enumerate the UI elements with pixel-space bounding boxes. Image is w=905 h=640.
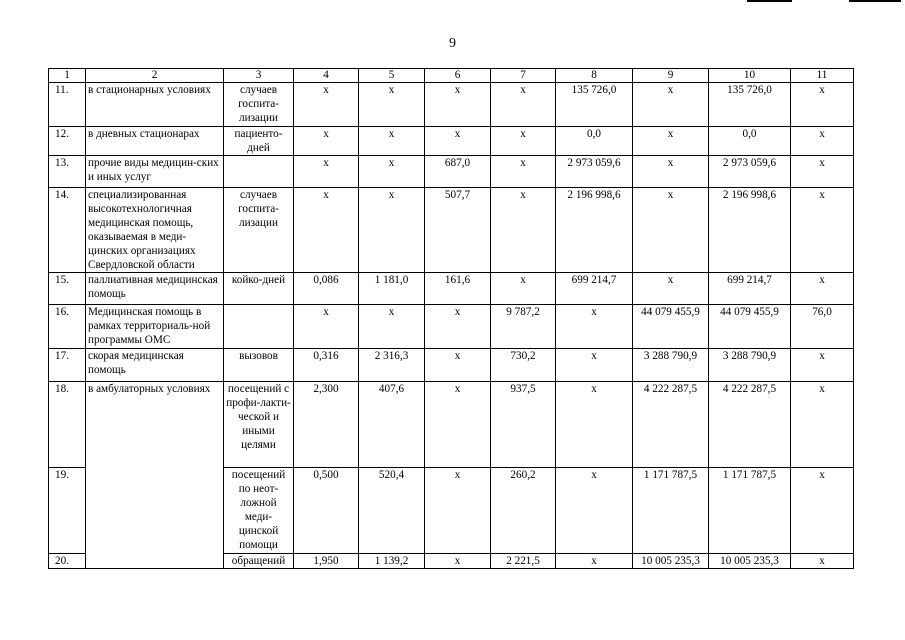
cell-value-9: x — [633, 156, 709, 188]
column-header: 11 — [791, 69, 854, 83]
cell-value-11: 76,0 — [791, 305, 854, 349]
column-header: 3 — [224, 69, 294, 83]
cell-value-11: x — [791, 382, 854, 468]
cell-value-6: x — [425, 554, 491, 569]
column-header: 7 — [491, 69, 556, 83]
row-name: в стационарных условиях — [86, 83, 224, 127]
cell-value-10: 2 973 059,6 — [709, 156, 791, 188]
cell-value-9: 10 005 235,3 — [633, 554, 709, 569]
row-name: специализированная высокотехнологичная медицинская помощь, оказываемая в меди-цинских организациях Свердловской области — [86, 188, 224, 273]
cell-value-4: 2,300 — [294, 382, 359, 468]
cell-value-4: x — [294, 127, 359, 156]
cell-value-10: 3 288 790,9 — [709, 349, 791, 382]
cell-value-11: x — [791, 83, 854, 127]
row-unit — [224, 305, 294, 349]
cell-value-10: 2 196 998,6 — [709, 188, 791, 273]
cell-value-7: 260,2 — [491, 468, 556, 554]
cell-value-11: x — [791, 349, 854, 382]
row-name: паллиативная медицинская помощь — [86, 273, 224, 305]
cell-value-5: 1 181,0 — [359, 273, 425, 305]
column-header: 2 — [86, 69, 224, 83]
cell-value-5: x — [359, 305, 425, 349]
table-row — [49, 83, 854, 127]
table-row — [49, 156, 854, 188]
cell-value-10: 699 214,7 — [709, 273, 791, 305]
table-row — [49, 273, 854, 305]
cell-value-11: x — [791, 188, 854, 273]
cell-value-7: x — [491, 83, 556, 127]
cell-value-4: 0,316 — [294, 349, 359, 382]
table-row — [49, 188, 854, 273]
column-header: 6 — [425, 69, 491, 83]
cell-value-10: 0,0 — [709, 127, 791, 156]
cell-value-7: 937,5 — [491, 382, 556, 468]
cell-value-8: 2 196 998,6 — [556, 188, 633, 273]
cell-value-4: x — [294, 188, 359, 273]
cell-value-10: 4 222 287,5 — [709, 382, 791, 468]
table-row — [49, 305, 854, 349]
cell-value-9: 3 288 790,9 — [633, 349, 709, 382]
cell-value-8: 2 973 059,6 — [556, 156, 633, 188]
cell-value-8: 135 726,0 — [556, 83, 633, 127]
cell-value-8: 0,0 — [556, 127, 633, 156]
cell-value-7: x — [491, 188, 556, 273]
cell-value-11: x — [791, 156, 854, 188]
row-number: 17. — [49, 349, 86, 382]
cell-value-5: 1 139,2 — [359, 554, 425, 569]
cell-value-4: x — [294, 83, 359, 127]
cell-value-5: x — [359, 188, 425, 273]
cell-value-4: x — [294, 156, 359, 188]
cell-value-9: x — [633, 188, 709, 273]
cell-value-7: x — [491, 156, 556, 188]
cell-value-4: 1,950 — [294, 554, 359, 569]
header-rule-right — [849, 0, 901, 2]
cell-value-7: 2 221,5 — [491, 554, 556, 569]
column-header-row — [49, 69, 854, 83]
cell-value-11: x — [791, 273, 854, 305]
row-number: 16. — [49, 305, 86, 349]
cell-value-6: 507,7 — [425, 188, 491, 273]
cell-value-5: x — [359, 127, 425, 156]
cell-value-8: x — [556, 349, 633, 382]
column-header: 1 — [49, 69, 86, 83]
cell-value-6: x — [425, 382, 491, 468]
cell-value-8: x — [556, 468, 633, 554]
cell-value-4: 0,500 — [294, 468, 359, 554]
cell-value-11: x — [791, 468, 854, 554]
row-number: 12. — [49, 127, 86, 156]
row-unit: пациенто-дней — [224, 127, 294, 156]
cell-value-4: 0,086 — [294, 273, 359, 305]
column-header: 5 — [359, 69, 425, 83]
row-name: прочие виды медицин-ских и иных услуг — [86, 156, 224, 188]
table-row — [49, 382, 854, 468]
cell-value-9: x — [633, 127, 709, 156]
row-unit: вызовов — [224, 349, 294, 382]
header-rule-left — [747, 0, 792, 2]
row-number: 19. — [49, 468, 86, 554]
cell-value-6: 687,0 — [425, 156, 491, 188]
cell-value-8: x — [556, 305, 633, 349]
cell-value-5: 407,6 — [359, 382, 425, 468]
cell-value-10: 10 005 235,3 — [709, 554, 791, 569]
column-header: 9 — [633, 69, 709, 83]
row-number: 13. — [49, 156, 86, 188]
cell-value-6: 161,6 — [425, 273, 491, 305]
cell-value-9: x — [633, 273, 709, 305]
row-number: 15. — [49, 273, 86, 305]
row-unit: посещений по неот-ложной меди-цинской помощи — [224, 468, 294, 554]
row-name: Медицинская помощь в рамках территориаль-ной программы ОМС — [86, 305, 224, 349]
row-number: 14. — [49, 188, 86, 273]
row-unit: посещений с профи-лакти-ческой и иными целями — [224, 382, 294, 468]
table-body — [49, 83, 854, 569]
page-number: 9 — [449, 36, 456, 51]
row-number: 11. — [49, 83, 86, 127]
row-unit: случаев госпита-лизации — [224, 83, 294, 127]
column-header: 8 — [556, 69, 633, 83]
row-unit — [224, 156, 294, 188]
data-table — [48, 68, 854, 569]
column-header: 10 — [709, 69, 791, 83]
row-unit: обращений — [224, 554, 294, 569]
cell-value-9: x — [633, 83, 709, 127]
row-unit: койко-дней — [224, 273, 294, 305]
cell-value-11: x — [791, 127, 854, 156]
cell-value-9: 4 222 287,5 — [633, 382, 709, 468]
cell-value-6: x — [425, 83, 491, 127]
cell-value-6: x — [425, 305, 491, 349]
table-row — [49, 127, 854, 156]
cell-value-7: x — [491, 273, 556, 305]
row-unit: случаев госпита-лизации — [224, 188, 294, 273]
cell-value-7: 9 787,2 — [491, 305, 556, 349]
cell-value-5: x — [359, 156, 425, 188]
row-number: 18. — [49, 382, 86, 468]
row-name: в амбулаторных условиях — [86, 382, 224, 569]
cell-value-5: x — [359, 83, 425, 127]
row-name: в дневных стационарах — [86, 127, 224, 156]
cell-value-10: 44 079 455,9 — [709, 305, 791, 349]
cell-value-8: 699 214,7 — [556, 273, 633, 305]
cell-value-10: 135 726,0 — [709, 83, 791, 127]
cell-value-7: x — [491, 127, 556, 156]
column-header: 4 — [294, 69, 359, 83]
cell-value-5: 520,4 — [359, 468, 425, 554]
cell-value-6: x — [425, 349, 491, 382]
row-name: скорая медицинская помощь — [86, 349, 224, 382]
cell-value-11: x — [791, 554, 854, 569]
cell-value-4: x — [294, 305, 359, 349]
row-number: 20. — [49, 554, 86, 569]
cell-value-8: x — [556, 554, 633, 569]
cell-value-7: 730,2 — [491, 349, 556, 382]
cell-value-10: 1 171 787,5 — [709, 468, 791, 554]
cell-value-5: 2 316,3 — [359, 349, 425, 382]
table-row — [49, 349, 854, 382]
cell-value-6: x — [425, 127, 491, 156]
cell-value-6: x — [425, 468, 491, 554]
cell-value-9: 1 171 787,5 — [633, 468, 709, 554]
cell-value-9: 44 079 455,9 — [633, 305, 709, 349]
cell-value-8: x — [556, 382, 633, 468]
